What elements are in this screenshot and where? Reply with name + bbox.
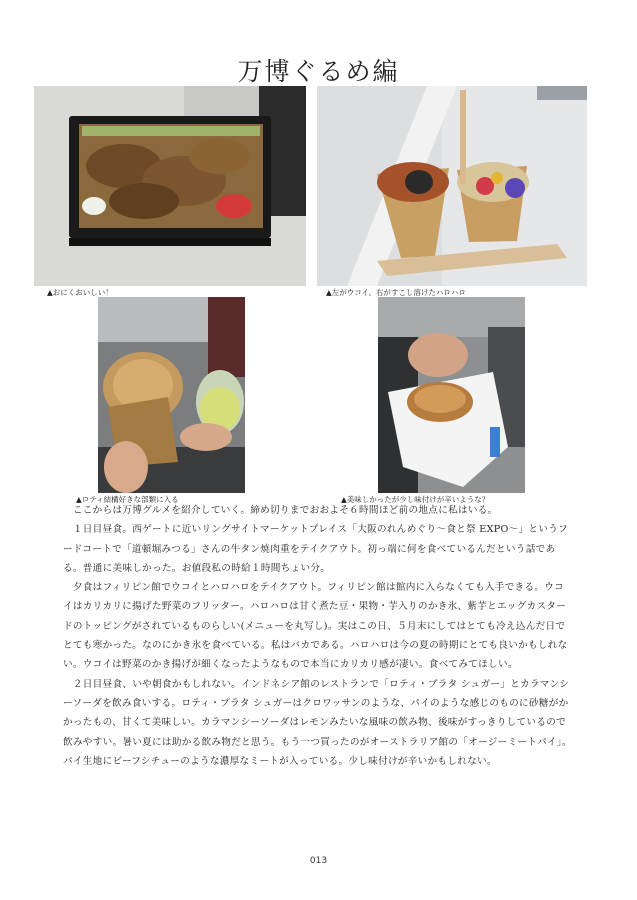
paragraph-intro: ここからは万博グルメを紹介していく。締め切りまでおおよそ６時間ほど前の地点に私はいる。 bbox=[63, 505, 498, 516]
paragraph-day1-dinner: 夕食はフィリピン館でウコイとハロハロをテイクアウト。フィリピン館は館内に入らなくても入手できる。ウコイはカリカリに揚げた野菜のフリッター。ハロハロは甘く煮た豆・果物・芋入りのかき氷、紫芋とエッグカスタードのトッピングがされているものらしい(メニューを丸写し)。実はこの日、５月末にしてはとても冷え込んだ日でとても寒かった。なのにかき氷を食べている。私はバカである。ハロハロは今の夏の時期にとても良いかもしれない。ウコイは野菜のかき揚げが細くなったようなもので本当にカリカリ感が凄い。食べてみてほしい。 bbox=[63, 582, 568, 671]
paragraph-day2: ２日目昼食、いや朝食かもしれない。インドネシア館のレストランで「ロティ・ブラタ シュガー」とカラマンシーソーダを飲み食いする。ロティ・プラタ シュガーはクロワッサンのような、パイのような感じのものに砂糖がかかったもの、甘くて美味しい。カラマンシーソーダはレモンみたいな風味の飲み物、後味がすっきりしているので飲みやすい。暑い夏には助かる飲み物だと思う。もう一つ買ったのがオーストラリア館の「オージーミートパイ」。パイ生地にビーフシチューのような濃厚なミートが入っている。少し味付けが辛いかもしれない。 bbox=[63, 678, 572, 767]
page-title: 万博ぐるめ編 bbox=[237, 57, 400, 86]
page-number: 013 bbox=[309, 856, 328, 866]
roti-photo bbox=[98, 297, 245, 493]
paragraph-day1-lunch: １日目昼食。西ゲートに近いリングサイトマーケットプレイス「大阪のれんめぐり〜食と祭 EXPO〜」というフードコートで「道頓堀みつる」さんの牛タン焼肉重をテイクアウト。初っ端に何を食べているんだという話である。普通に美味しかった。お値段私の時給１時間ちょい分。 bbox=[63, 524, 569, 574]
bento-photo bbox=[34, 86, 306, 286]
pie-caption: ▲美味しかったが少し味付けが辛いような？ bbox=[341, 495, 490, 504]
article-body bbox=[63, 501, 573, 771]
meat-pie-photo bbox=[378, 297, 525, 493]
bento-caption: ▲おにくおいしい！ bbox=[47, 288, 113, 297]
ukoy-halohalo-photo bbox=[317, 86, 587, 286]
roti-caption: ▲ロティ結構好きな部類に入る bbox=[76, 495, 179, 504]
cups-caption: ▲左がウコイ、右がすこし溶けたハロハロ bbox=[326, 288, 466, 297]
